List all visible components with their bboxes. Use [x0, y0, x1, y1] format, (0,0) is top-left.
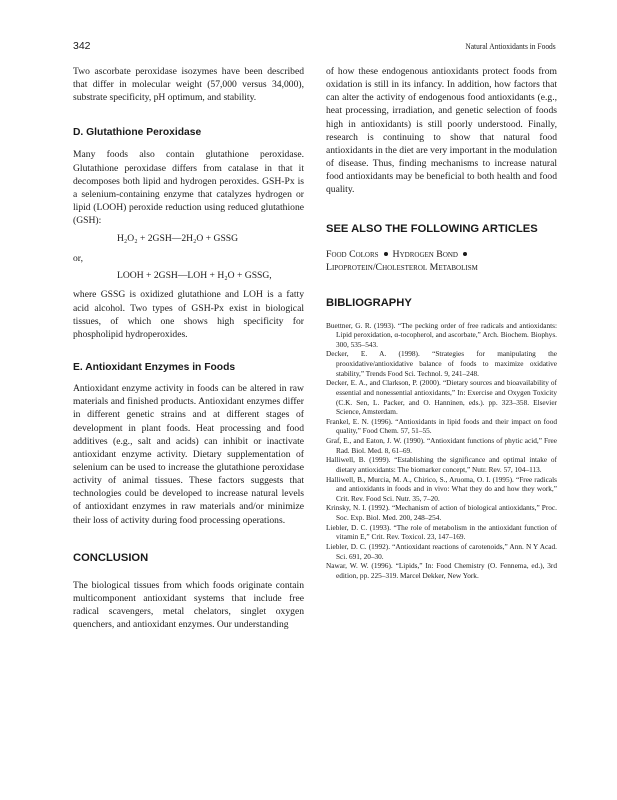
reference-item: Halliwell, B. (1999). “Establishing the significance and optimal intake of dietary antioxidants: The biomarker concept,” Nutr. Rev. 57, 104–113.	[326, 455, 557, 474]
conclusion-heading: CONCLUSION	[73, 551, 149, 564]
reference-item: Graf, E., and Eaton, J. W. (1990). “Antioxidant functions of phytic acid,” Free Rad. Biol. Med. 8, 61–69.	[326, 436, 557, 455]
reference-item: Decker, E. A. (1998). “Strategies for manipulating the prooxidative/antioxidative balance of foods to maximize oxidative stability,” Trends Food Sci. Technol. 9, 241–248.	[326, 349, 557, 378]
continued-paragraph: of how these endogenous antioxidants protect foods from oxidation is still in its infancy. In addition, how factors that can alter the activity of endogenous food antioxidants (e.g., heat processing, irradiation, and genetic selection of foods high in antioxidants) is still poorly understood. Finally, research is continuing to show that natural food antioxidants in the diet are very important in the modulation of disease. Thus, finding mechanisms to increase natural food antioxidants may be beneficial to both health and food quality.	[326, 66, 557, 196]
reference-item: Decker, E. A., and Clarkson, P. (2000). “Dietary sources and bioavailability of essential and nonessential antioxidants,” In: Exercise and Oxygen Toxicity (C.K. Sen, L. Packer, and O. Hanninen, eds.). pp. 323–358. Elsevier Science, Amsterdam.	[326, 378, 557, 417]
reference-item: Halliwell, B., Murcia, M. A., Chirico, S., Aruoma, O. I. (1995). “Free radicals and antioxidants in foods and in vivo: What they do and how they work,” Crit. Rev. Food Sci. Nutr. 35, 7–20.	[326, 474, 557, 503]
section-e-heading: E. Antioxidant Enzymes in Foods	[73, 362, 236, 374]
reference-list	[326, 321, 557, 581]
page-header	[73, 40, 556, 54]
left-column	[73, 65, 304, 631]
reference-item: Krinsky, N. I. (1992). “Mechanism of action of biological antioxidants,” Proc. Soc. Exp. Biol. Med. 200, 248–254.	[326, 503, 557, 523]
intro-paragraph: Two ascorbate peroxidase isozymes have been described that differ in molecular weight (57,000 versus 34,000), substrate specificity, pH optimum, and stability.	[73, 66, 304, 104]
see-also-item[interactable]: Food Colors	[326, 248, 379, 260]
section-d-paragraph: Many foods also contain glutathione peroxidase. Glutathione peroxidase differs from catalase in that it decomposes both lipid and hydrogen peroxides. GSH-Px is a selenium-containing enzyme that catalyzes hydrogen or lipid (LOOH) peroxide reduction using reduced glutathione (GSH):	[73, 149, 304, 227]
reference-item: Frankel, E. N. (1996). “Antioxidants in lipid foods and their impact on food quality,” Food Chem. 57, 51–55.	[326, 416, 557, 436]
equation-1: H₂O₂ + 2GSH—2H₂O + GSSG	[117, 233, 239, 245]
reference-item: Liebler, D. C. (1992). “Antioxidant reactions of carotenoids,” Ann. N Y Acad. Sci. 691, 20–30.	[326, 541, 557, 561]
reference-item: Buettner, G. R. (1993). “The pecking order of free radicals and antioxidants: Lipid peroxidation, α-tocopherol, and ascorbate,” Arch. Biochem. Biophys. 300, 535–543.	[326, 320, 557, 349]
right-column	[326, 65, 557, 580]
reference-item: Nawar, W. W. (1996). “Lipids,” In: Food Chemistry (O. Fennema, ed.), 3rd edition, pp. 225–319. Marcel Dekker, New York.	[326, 561, 557, 580]
see-also-item[interactable]: Lipoprotein/Cholesterol Metabolism	[326, 261, 478, 273]
section-d-after-paragraph: where GSSG is oxidized glutathione and LOH is a fatty acid alcohol. Two types of GSH-Px exist in biological tissues, of which one shows high specificity for phospholipid hydroperoxides.	[73, 289, 304, 340]
running-title: Natural Antioxidants in Foods	[465, 41, 556, 51]
reference-item: Liebler, D. C. (1993). “The role of metabolism in the antioxidant function of vitamin E,” Crit. Rev. Toxicol. 23, 147–169.	[326, 522, 557, 542]
page-number: 342	[73, 40, 91, 52]
section-d-heading: D. Glutathione Peroxidase	[73, 127, 202, 139]
bullet-icon	[463, 252, 467, 256]
equation-2: LOOH + 2GSH—LOH + H₂O + GSSG,	[117, 270, 272, 282]
see-also-list	[326, 248, 557, 274]
see-also-item[interactable]: Hydrogen Bond	[392, 248, 458, 260]
bibliography-heading: BIBLIOGRAPHY	[326, 296, 412, 309]
conclusion-paragraph: The biological tissues from which foods originate contain multicomponent antioxidant systems that include free radical scavengers, metal chelators, singlet oxygen quenchers, and antioxidant enzymes. Our understanding	[73, 579, 304, 631]
or-label: or,	[73, 253, 84, 265]
see-also-heading: SEE ALSO THE FOLLOWING ARTICLES	[326, 222, 538, 235]
section-e-paragraph: Antioxidant enzyme activity in foods can be altered in raw materials and finished products. Antioxidant enzymes differ in different genetic strains and at different stages of development in plant foods. Heat processing and food additives (e.g., salt and acids) can inhibit or inactivate antioxidant enzyme activity. Dietary supplementation of selenium can be used to increase the glutathione peroxidase activity of animal tissues. These factors suggests that technologies could be developed to increase natural levels of antioxidant enzymes in raw materials and/or minimize their loss of activity during food processing operations.	[73, 383, 304, 526]
bullet-icon	[384, 252, 388, 256]
